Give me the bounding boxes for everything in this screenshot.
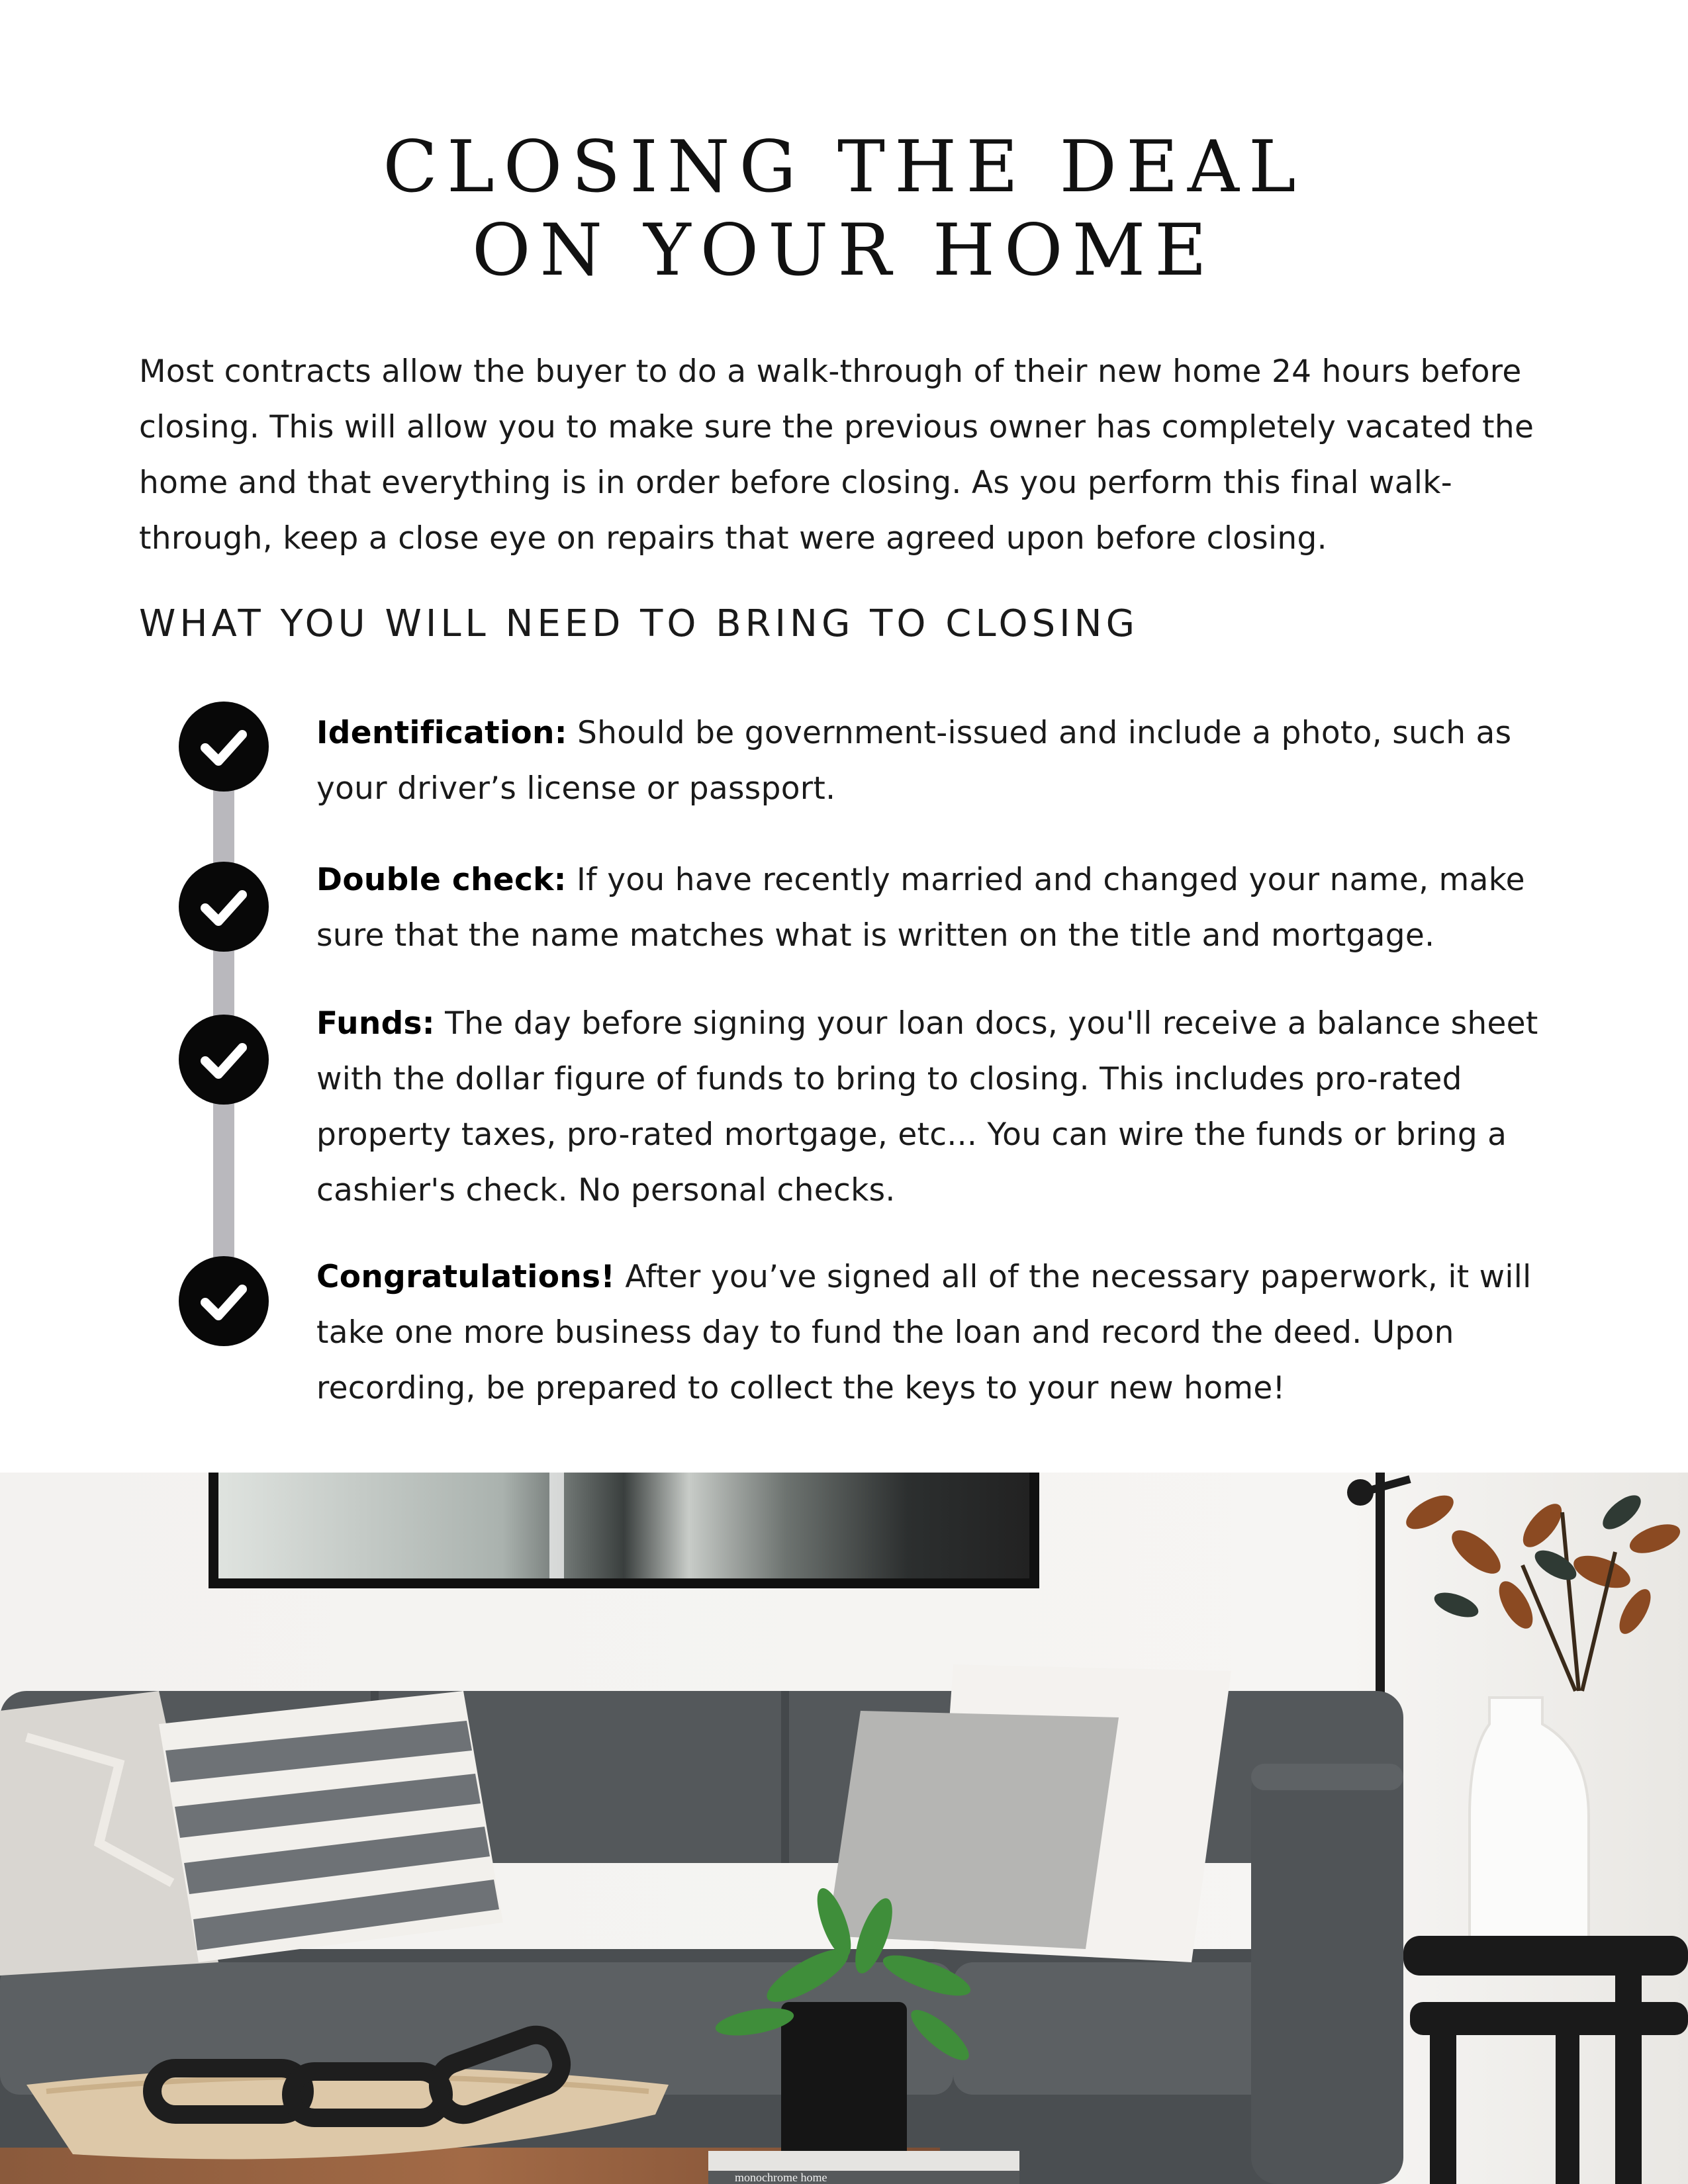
intro-paragraph: Most contracts allow the buyer to do a walk-through of their new home 24 hours before closing. This will allow you to make sure the previous owner has completely vacated the home and that everything is in order before closing. As you perform this final walk-through, keep a close eye on repairs that were agreed upon before closing.: [139, 353, 1534, 557]
page-title-line-1: CLOSING THE DEAL: [383, 126, 1305, 208]
checklist-item-congratulations: [316, 1250, 1548, 1416]
checklist-item-identification: [316, 705, 1548, 817]
section-heading: WHAT YOU WILL NEED TO BRING TO CLOSING: [139, 602, 1139, 645]
item-text: Should be government-issued and include a photo, such as your driver’s license or passport.: [316, 715, 1512, 807]
item-text: If you have recently married and changed your name, make sure that the name matches what is written on the title and mortgage.: [316, 862, 1525, 954]
checklist-item-funds: [316, 996, 1548, 1218]
item-text: After you’ve signed all of the necessary paperwork, it will take one more business day to fund the loan and record the deed. Upon recording, be prepared to collect the keys to your new home!: [316, 1259, 1532, 1406]
wall-art: [209, 1473, 1039, 1588]
checklist-item-double-check: [316, 852, 1548, 964]
page-title: [0, 126, 1688, 293]
check-circle-icon: [179, 862, 269, 952]
book-stack: [708, 2151, 1019, 2184]
cushion-striped: [159, 1691, 503, 1962]
item-label: Funds:: [316, 1005, 435, 1042]
page-title-line-2: ON YOUR HOME: [471, 209, 1217, 292]
item-label: Identification:: [316, 715, 567, 751]
book-title: monochrome home: [735, 2171, 827, 2184]
item-label: Congratulations!: [316, 1259, 616, 1295]
check-circle-icon: [179, 702, 269, 792]
item-text: The day before signing your loan docs, you'll receive a balance sheet with the dollar figure of funds to bring to closing. This includes pro-rated property taxes, pro-rated mortgage, etc... You can wire the funds or bring a cashier's check. No personal checks.: [316, 1005, 1538, 1208]
check-circle-icon: [179, 1256, 269, 1346]
living-room-photo: [0, 1473, 1688, 2184]
check-circle-icon: [179, 1015, 269, 1105]
item-label: Double check:: [316, 862, 567, 898]
